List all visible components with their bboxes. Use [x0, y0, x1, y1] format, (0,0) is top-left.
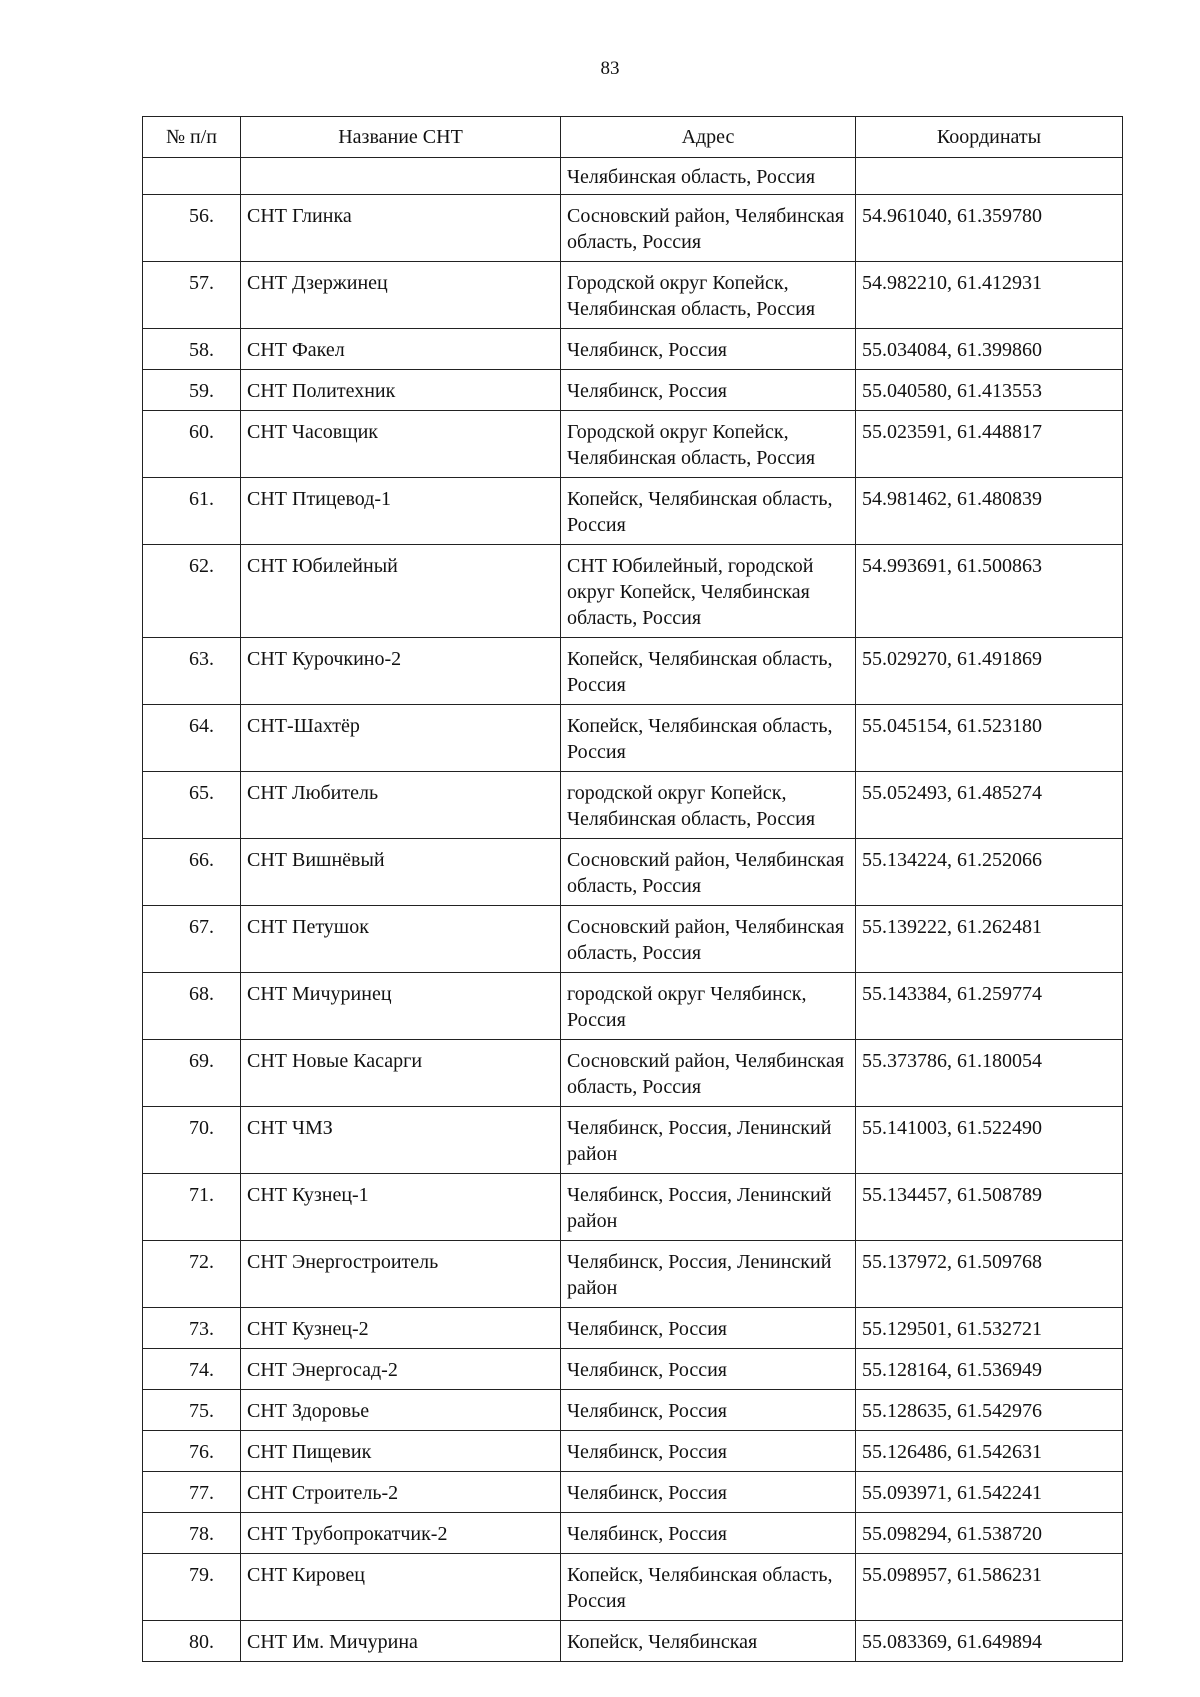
cell-name: СНТ Кузнец-2	[241, 1308, 561, 1349]
cell-num: 68.	[143, 973, 241, 1040]
cell-name: СНТ Кузнец-1	[241, 1174, 561, 1241]
cell-name	[241, 158, 561, 195]
cell-num: 80.	[143, 1621, 241, 1662]
cell-coords: 55.023591, 61.448817	[856, 411, 1123, 478]
cell-num: 69.	[143, 1040, 241, 1107]
cell-num: 57.	[143, 262, 241, 329]
cell-name: СНТ Пищевик	[241, 1431, 561, 1472]
cell-name: СНТ Энергосад-2	[241, 1349, 561, 1390]
cell-name: СНТ Здоровье	[241, 1390, 561, 1431]
cell-address: Копейск, Челябинская область, Россия	[561, 638, 856, 705]
cell-num: 56.	[143, 195, 241, 262]
cell-num	[143, 158, 241, 195]
cell-address: Челябинск, Россия, Ленинский район	[561, 1107, 856, 1174]
cell-num: 63.	[143, 638, 241, 705]
cell-address: Челябинск, Россия	[561, 1472, 856, 1513]
cell-coords: 54.982210, 61.412931	[856, 262, 1123, 329]
table-row	[143, 1174, 1123, 1241]
cell-name: СНТ Вишнёвый	[241, 839, 561, 906]
cell-address: Челябинск, Россия, Ленинский район	[561, 1241, 856, 1308]
cell-num: 62.	[143, 545, 241, 638]
cell-num: 76.	[143, 1431, 241, 1472]
header-coords: Координаты	[856, 117, 1123, 158]
table-row	[143, 1308, 1123, 1349]
cell-coords: 55.126486, 61.542631	[856, 1431, 1123, 1472]
cell-coords	[856, 158, 1123, 195]
cell-num: 60.	[143, 411, 241, 478]
cell-coords: 55.093971, 61.542241	[856, 1472, 1123, 1513]
cell-num: 73.	[143, 1308, 241, 1349]
table-row	[143, 1040, 1123, 1107]
cell-address: Челябинская область, Россия	[561, 158, 856, 195]
cell-name: СНТ Птицевод-1	[241, 478, 561, 545]
cell-address: Городской округ Копейск, Челябинская область, Россия	[561, 411, 856, 478]
cell-address: Челябинск, Россия	[561, 1513, 856, 1554]
cell-name: СНТ Политехник	[241, 370, 561, 411]
cell-name: СНТ Трубопрокатчик-2	[241, 1513, 561, 1554]
cell-address: Челябинск, Россия	[561, 1390, 856, 1431]
cell-num: 71.	[143, 1174, 241, 1241]
page-number: 83	[600, 58, 620, 79]
cell-coords: 55.134224, 61.252066	[856, 839, 1123, 906]
table-row	[143, 839, 1123, 906]
table-row	[143, 1390, 1123, 1431]
cell-num: 74.	[143, 1349, 241, 1390]
cell-address: Челябинск, Россия, Ленинский район	[561, 1174, 856, 1241]
cell-address: СНТ Юбилейный, городской округ Копейск, Челябинская область, Россия	[561, 545, 856, 638]
cell-num: 75.	[143, 1390, 241, 1431]
cell-name: СНТ Юбилейный	[241, 545, 561, 638]
cell-coords: 55.134457, 61.508789	[856, 1174, 1123, 1241]
header-address: Адрес	[561, 117, 856, 158]
table-row	[143, 262, 1123, 329]
cell-coords: 55.141003, 61.522490	[856, 1107, 1123, 1174]
cell-name: СНТ Мичуринец	[241, 973, 561, 1040]
table-row	[143, 906, 1123, 973]
cell-name: СНТ Глинка	[241, 195, 561, 262]
cell-name: СНТ Любитель	[241, 772, 561, 839]
cell-address: городской округ Копейск, Челябинская область, Россия	[561, 772, 856, 839]
cell-num: 72.	[143, 1241, 241, 1308]
table-row	[143, 1107, 1123, 1174]
cell-num: 64.	[143, 705, 241, 772]
cell-address: Сосновский район, Челябинская область, Россия	[561, 1040, 856, 1107]
cell-name: СНТ Энергостроитель	[241, 1241, 561, 1308]
cell-address: Челябинск, Россия	[561, 1349, 856, 1390]
cell-num: 79.	[143, 1554, 241, 1621]
cell-name: СНТ-Шахтёр	[241, 705, 561, 772]
table-row	[143, 411, 1123, 478]
cell-name: СНТ Кировец	[241, 1554, 561, 1621]
table-row	[143, 1621, 1123, 1662]
cell-address: Копейск, Челябинская область, Россия	[561, 478, 856, 545]
table-row	[143, 973, 1123, 1040]
table-row	[143, 1241, 1123, 1308]
cell-name: СНТ Строитель-2	[241, 1472, 561, 1513]
cell-coords: 55.128635, 61.542976	[856, 1390, 1123, 1431]
cell-address: Городской округ Копейск, Челябинская область, Россия	[561, 262, 856, 329]
cell-address: Сосновский район, Челябинская область, Россия	[561, 839, 856, 906]
cell-coords: 55.129501, 61.532721	[856, 1308, 1123, 1349]
cell-address: Сосновский район, Челябинская область, Россия	[561, 195, 856, 262]
cell-coords: 55.034084, 61.399860	[856, 329, 1123, 370]
table-row	[143, 1472, 1123, 1513]
cell-coords: 55.373786, 61.180054	[856, 1040, 1123, 1107]
table-row	[143, 772, 1123, 839]
cell-num: 59.	[143, 370, 241, 411]
cell-address: Копейск, Челябинская область, Россия	[561, 705, 856, 772]
cell-num: 58.	[143, 329, 241, 370]
cell-num: 70.	[143, 1107, 241, 1174]
cell-address: Сосновский район, Челябинская область, Россия	[561, 906, 856, 973]
cell-address: Копейск, Челябинская	[561, 1621, 856, 1662]
cell-coords: 54.981462, 61.480839	[856, 478, 1123, 545]
cell-address: Челябинск, Россия	[561, 1431, 856, 1472]
header-name: Название СНТ	[241, 117, 561, 158]
cell-name: СНТ Новые Касарги	[241, 1040, 561, 1107]
table-row	[143, 545, 1123, 638]
table-row	[143, 329, 1123, 370]
cell-coords: 55.137972, 61.509768	[856, 1241, 1123, 1308]
continuation-row	[143, 158, 1123, 195]
cell-coords: 55.040580, 61.413553	[856, 370, 1123, 411]
cell-coords: 55.143384, 61.259774	[856, 973, 1123, 1040]
table-row	[143, 1513, 1123, 1554]
table-header-row	[143, 117, 1123, 158]
cell-num: 61.	[143, 478, 241, 545]
cell-coords: 55.139222, 61.262481	[856, 906, 1123, 973]
table-row	[143, 1431, 1123, 1472]
cell-address: Копейск, Челябинская область, Россия	[561, 1554, 856, 1621]
cell-coords: 55.098294, 61.538720	[856, 1513, 1123, 1554]
cell-coords: 55.029270, 61.491869	[856, 638, 1123, 705]
table-row	[143, 195, 1123, 262]
cell-name: СНТ Им. Мичурина	[241, 1621, 561, 1662]
cell-name: СНТ ЧМЗ	[241, 1107, 561, 1174]
cell-name: СНТ Часовщик	[241, 411, 561, 478]
table-row	[143, 1554, 1123, 1621]
cell-coords: 54.993691, 61.500863	[856, 545, 1123, 638]
cell-num: 77.	[143, 1472, 241, 1513]
cell-name: СНТ Дзержинец	[241, 262, 561, 329]
table-row	[143, 705, 1123, 772]
cell-address: Челябинск, Россия	[561, 370, 856, 411]
cell-num: 66.	[143, 839, 241, 906]
cell-coords: 55.098957, 61.586231	[856, 1554, 1123, 1621]
table-row	[143, 638, 1123, 705]
cell-num: 78.	[143, 1513, 241, 1554]
table-row	[143, 370, 1123, 411]
cell-num: 65.	[143, 772, 241, 839]
cell-name: СНТ Факел	[241, 329, 561, 370]
cell-name: СНТ Курочкино-2	[241, 638, 561, 705]
cell-num: 67.	[143, 906, 241, 973]
cell-name: СНТ Петушок	[241, 906, 561, 973]
table-row	[143, 1349, 1123, 1390]
cell-coords: 55.045154, 61.523180	[856, 705, 1123, 772]
cell-coords: 55.083369, 61.649894	[856, 1621, 1123, 1662]
header-num: № п/п	[143, 117, 241, 158]
cell-coords: 54.961040, 61.359780	[856, 195, 1123, 262]
cell-address: городской округ Челябинск, Россия	[561, 973, 856, 1040]
table-row	[143, 478, 1123, 545]
cell-address: Челябинск, Россия	[561, 1308, 856, 1349]
snt-table	[142, 116, 1123, 1662]
cell-coords: 55.052493, 61.485274	[856, 772, 1123, 839]
cell-address: Челябинск, Россия	[561, 329, 856, 370]
cell-coords: 55.128164, 61.536949	[856, 1349, 1123, 1390]
